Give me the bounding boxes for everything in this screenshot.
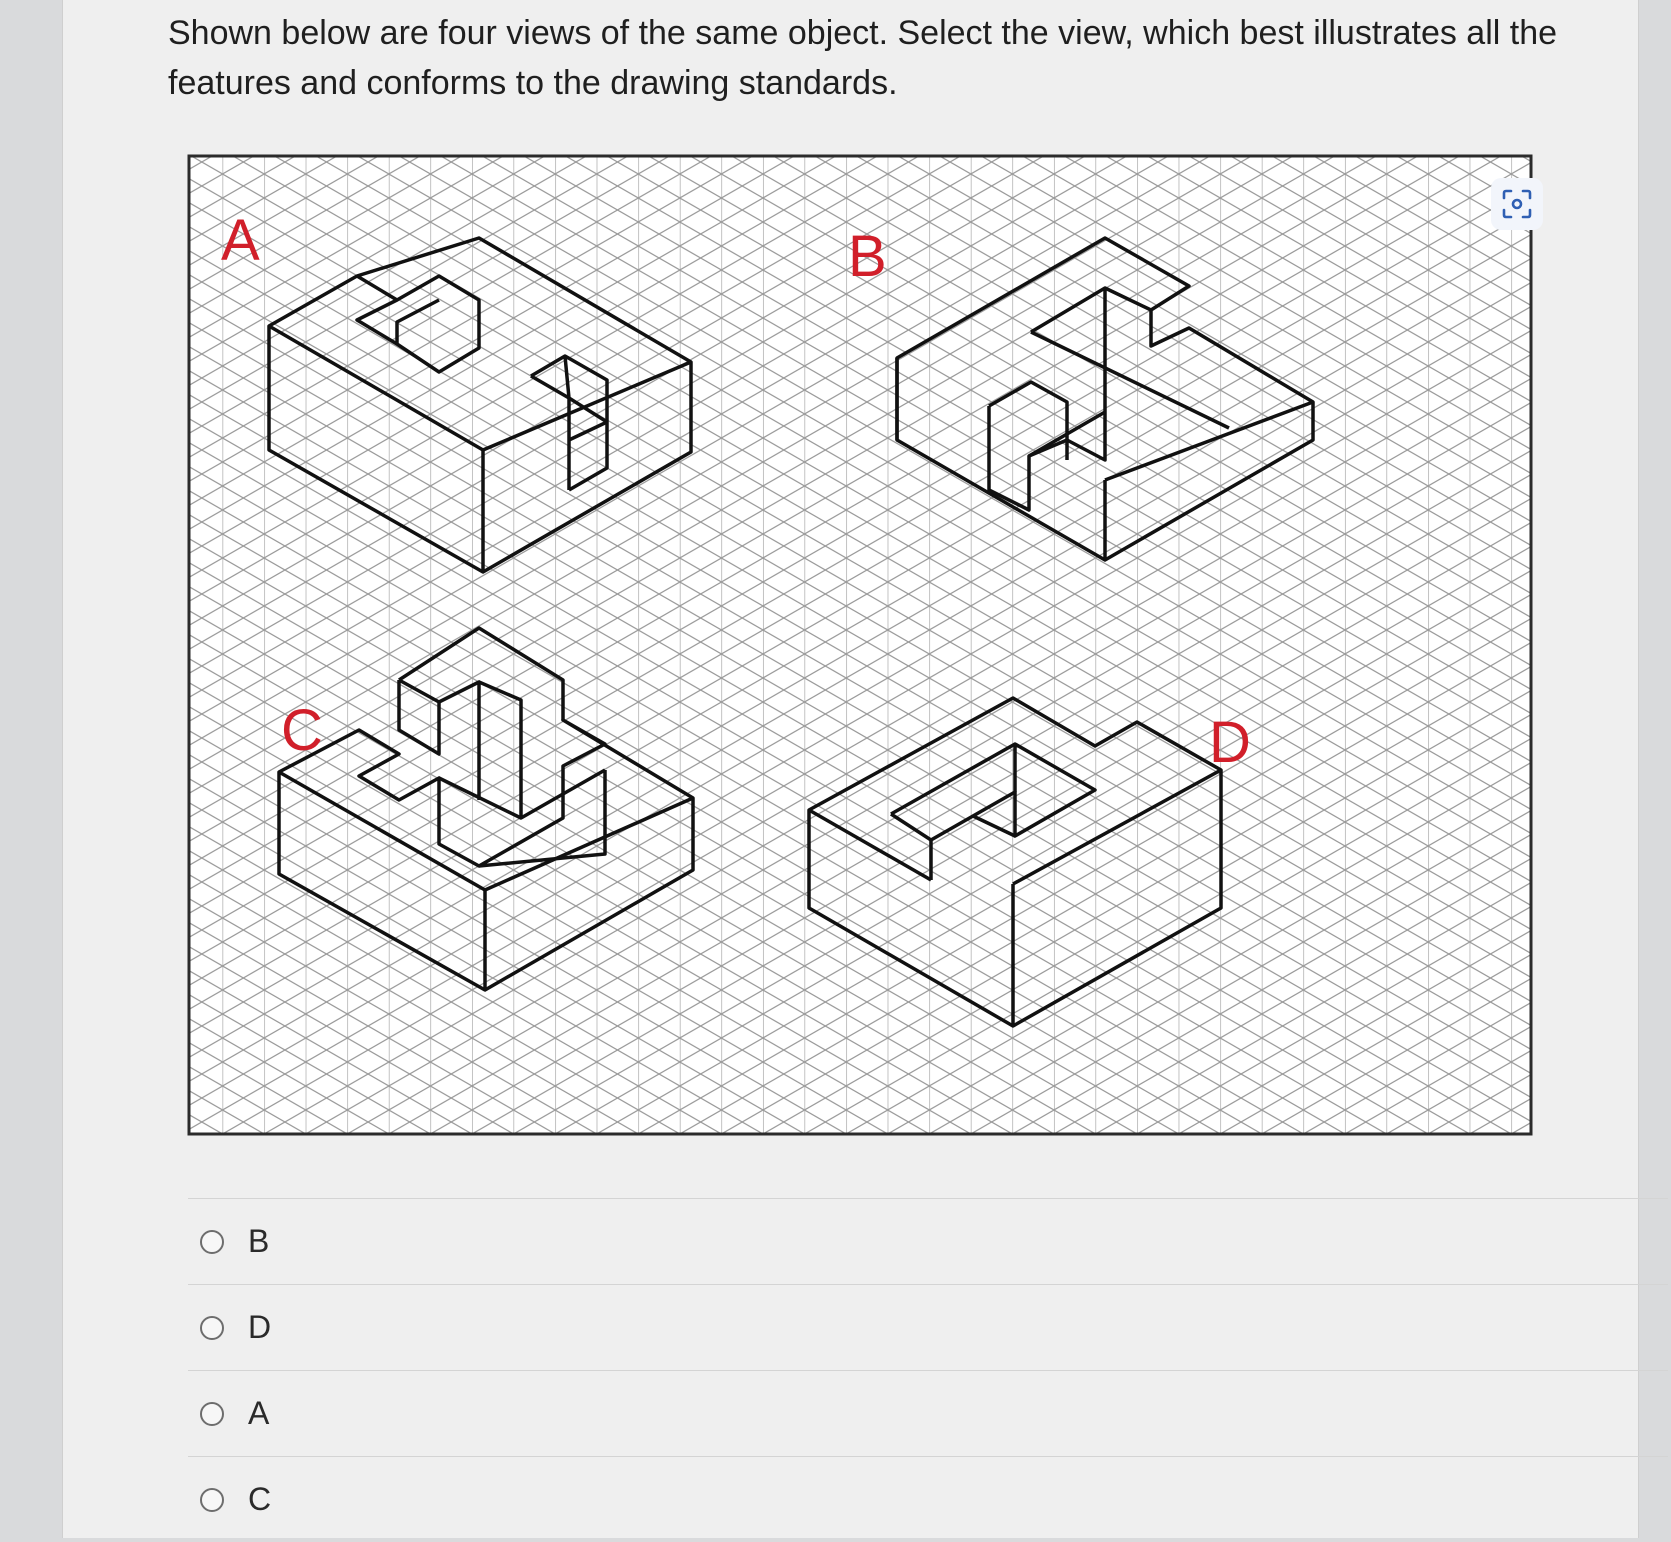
view-label-b: B (848, 224, 887, 289)
zoom-image-button[interactable] (1491, 178, 1543, 230)
isometric-figure (181, 150, 1541, 1150)
view-label-d: D (1209, 710, 1251, 775)
option-label: B (248, 1223, 270, 1259)
option-a[interactable] (188, 1370, 1668, 1456)
view-label-c: C (281, 698, 323, 763)
radio-button[interactable] (200, 1488, 224, 1512)
view-label-a: A (221, 208, 260, 273)
option-b[interactable] (188, 1198, 1668, 1284)
radio-button[interactable] (200, 1316, 224, 1340)
radio-button[interactable] (200, 1230, 224, 1254)
option-label: C (248, 1481, 272, 1517)
focus-scan-icon (1500, 187, 1534, 221)
option-label: A (248, 1395, 270, 1431)
question-text: Shown below are four views of the same object. Select the view, which best illustrates all the features and conforms to the drawing standards. (168, 14, 1558, 102)
answer-options (188, 1198, 1668, 1542)
option-d[interactable] (188, 1284, 1668, 1370)
isometric-grid-drawing (181, 150, 1541, 1150)
option-label: D (248, 1309, 272, 1345)
option-c[interactable] (188, 1456, 1668, 1542)
radio-button[interactable] (200, 1402, 224, 1426)
question-page (62, 0, 1639, 1538)
